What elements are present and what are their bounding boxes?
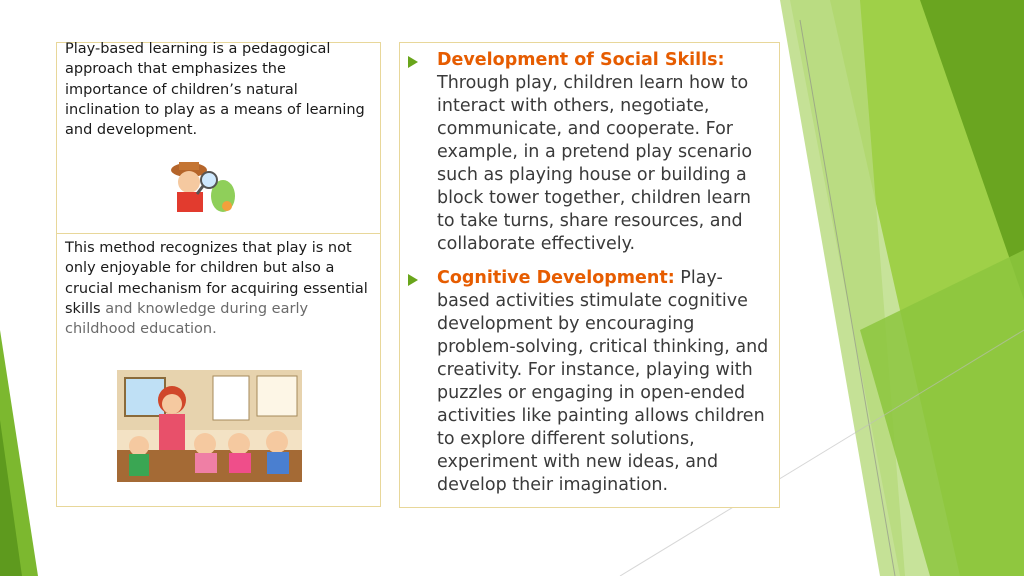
classroom-illustration <box>117 370 302 482</box>
intro-text: Play-based learning is a pedagogical approach that emphasizes the importance of children’s natural inclination to play as a means of learning and development. <box>65 41 365 139</box>
triangle-bullet-icon <box>408 274 418 286</box>
bullet-heading: Development of Social Skills: <box>437 50 725 70</box>
method-text <box>65 238 370 339</box>
bullet-body: Play-based activities stimulate cognitive development by encouraging problem-solving, critical thinking, and creativity. For instance, playing with puzzles or engaging in open-ended activities like painting allows children to explore different solutions, experiment with new ideas, and develop their imagination. <box>437 268 769 495</box>
bullet-cognitive-development <box>408 267 770 497</box>
method-text-dark: This method recognizes that play is not only enjoyable for children but also a crucial mechanism for acquiring essential skills <box>65 240 368 317</box>
bullet-heading: Cognitive Development: <box>437 268 675 288</box>
triangle-bullet-icon <box>408 56 418 68</box>
child-magnifier-illustration <box>165 156 241 216</box>
bullet-text <box>437 267 770 497</box>
bullet-body: Through play, children learn how to interact with others, negotiate, communicate, and cooperate. For example, in a pretend play scenario such as playing house or building a block tower together, children learn to take turns, share resources, and collaborate effectively. <box>437 73 753 254</box>
bullet-social-skills <box>408 49 770 256</box>
bullet-text <box>437 49 770 256</box>
development-box <box>399 42 780 508</box>
method-text-light: and knowledge during early childhood education. <box>65 300 309 338</box>
